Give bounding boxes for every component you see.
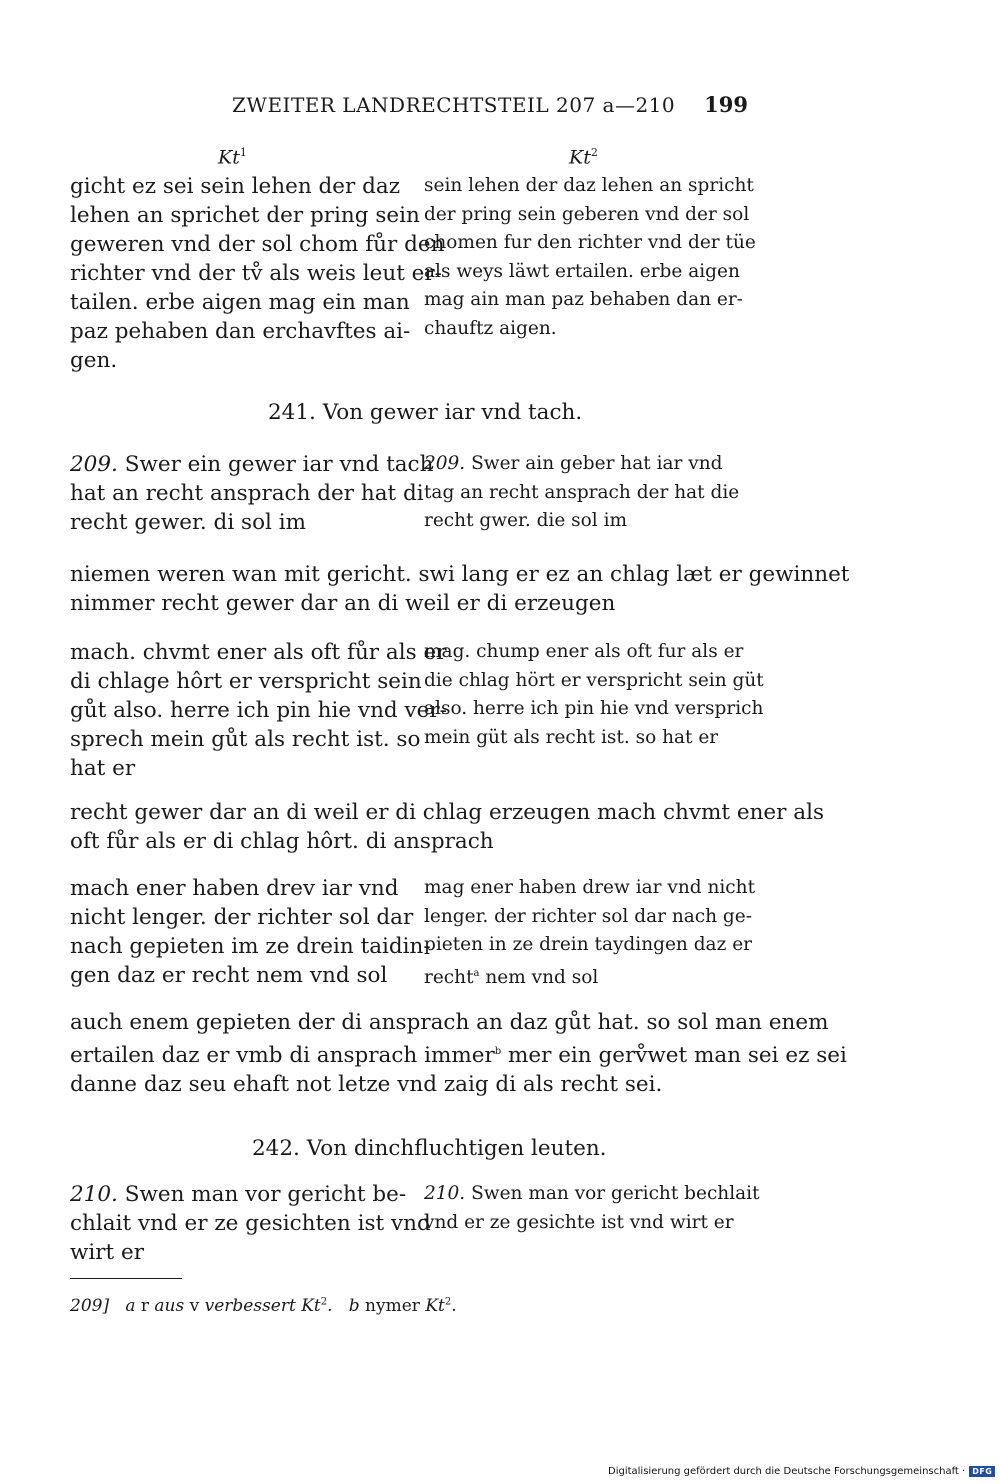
text-line: mein güt als recht ist. so hat er	[424, 726, 719, 748]
text-line: 209. Swer ain geber hat iar vnd	[424, 453, 723, 474]
text-line: gicht ez sei sein lehen der daz	[70, 174, 401, 199]
text-column-right	[424, 874, 755, 992]
text-column-left	[70, 874, 431, 990]
text-line: gen.	[70, 348, 118, 373]
siglum-left: Kt$^1$	[218, 146, 247, 169]
text-full-width	[70, 560, 849, 618]
text-line: also. herre ich pin hie vnd versprich	[424, 698, 764, 719]
text-column-left	[70, 638, 447, 783]
text-line: pieten in ze drein taydingen daz er	[424, 934, 752, 955]
text-line: gůt also. herre ich pin hie vnd ver-	[70, 698, 447, 723]
text-line: chomen fur den richter vnd der tüe	[424, 232, 756, 253]
text-line: recht gewer. di sol im	[70, 510, 306, 535]
siglum-right: Kt$^2$	[569, 146, 598, 169]
text-line: 210. Swen man vor gericht be-	[70, 1182, 407, 1207]
text-column-right	[424, 638, 764, 752]
text-line: mag ain man paz behaben dan er-	[424, 289, 743, 310]
text-column-right	[424, 450, 739, 536]
text-line: richter vnd der tv̊ als weis leut er-	[70, 261, 442, 286]
section-heading: 242. Von dinchfluchtigen leuten.	[252, 1136, 607, 1161]
text-line: mach. chvmt ener als oft fůr als er	[70, 640, 447, 665]
text-line: hat an recht ansprach der hat di	[70, 481, 424, 506]
text-line: tailen. erbe aigen mag ein man	[70, 290, 410, 315]
text-line: wirt er	[70, 1240, 145, 1265]
text-column-left	[70, 172, 444, 375]
text-line: lehen an sprichet der pring sein	[70, 203, 420, 228]
text-line: paz pehaben dan erchavftes ai-	[70, 319, 411, 344]
text-line: auch enem gepieten der di ansprach an daz gůt hat. so sol man enem	[70, 1010, 829, 1035]
text-line: chlait vnd er ze gesichten ist vnd	[70, 1211, 431, 1236]
text-line: 209. Swer ein gewer iar vnd tach	[70, 452, 434, 477]
text-line: ertailen daz er vmb di ansprach immer$^b$ mer ein gerv̊wet man sei ez sei	[70, 1043, 847, 1069]
footnote: 209] a r aus v verbessert Kt$^2$. b nymer Kt$^2$.	[70, 1296, 457, 1316]
running-header	[232, 92, 748, 126]
text-line: recht gewer dar an di weil er di chlag erzeugen mach chvmt ener als	[70, 800, 824, 825]
credit-text: Digitalisierung gefördert durch die Deutsche Forschungsgemeinschaft ·	[608, 1466, 966, 1477]
text-line: als weys läwt ertailen. erbe aigen	[424, 260, 740, 282]
text-line: niemen weren wan mit gericht. swi lang er ez an chlag læt er gewinnet	[70, 562, 850, 587]
text-line: 210. Swen man vor gericht bechlait	[424, 1183, 760, 1204]
text-full-width	[70, 1008, 847, 1099]
text-line: oft fůr als er di chlag hôrt. di ansprach	[70, 829, 494, 854]
page-number: 199	[704, 92, 748, 117]
text-line: nach gepieten im ze drein taidin-	[70, 934, 431, 959]
text-column-right	[424, 1180, 760, 1237]
text-line: sprech mein gůt als recht ist. so	[70, 727, 421, 752]
text-line: nicht lenger. der richter sol dar	[70, 905, 414, 930]
text-line: mag ener haben drew iar vnd nicht	[424, 877, 756, 898]
text-line: die chlag hört er verspricht sein güt	[424, 669, 764, 691]
text-line: tag an recht ansprach der hat die	[424, 481, 740, 503]
text-line: recht$^a$ nem vnd sol	[424, 966, 599, 988]
text-line: chauftz aigen.	[424, 317, 557, 339]
text-line: lenger. der richter sol dar nach ge-	[424, 905, 752, 927]
text-full-width	[70, 798, 824, 856]
footnote-divider	[70, 1278, 182, 1279]
text-line: recht gwer. die sol im	[424, 510, 628, 531]
text-column-left	[70, 450, 433, 537]
text-line: di chlage hôrt er verspricht sein	[70, 669, 422, 694]
dfg-logo: DFG	[969, 1466, 995, 1477]
text-line: der pring sein geberen vnd der sol	[424, 203, 750, 225]
digitization-credit	[608, 1466, 995, 1477]
section-heading: 241. Von gewer iar vnd tach.	[268, 400, 583, 425]
text-line: gen daz er recht nem vnd sol	[70, 963, 388, 988]
running-head: ZWEITER LANDRECHTSTEIL 207 a—210	[232, 93, 676, 117]
text-line: vnd er ze gesichte ist vnd wirt er	[424, 1211, 734, 1233]
text-line: mag. chump ener als oft fur als er	[424, 641, 744, 662]
text-line: sein lehen der daz lehen an spricht	[424, 175, 754, 196]
text-line: geweren vnd der sol chom fůr den	[70, 232, 445, 257]
text-line: mach ener haben drev iar vnd	[70, 876, 399, 901]
text-column-left	[70, 1180, 431, 1267]
text-column-right	[424, 172, 756, 343]
text-line: nimmer recht gewer dar an di weil er di erzeugen	[70, 591, 616, 616]
text-line: hat er	[70, 756, 136, 781]
text-line: danne daz seu ehaft not letze vnd zaig di als recht sei.	[70, 1072, 663, 1098]
